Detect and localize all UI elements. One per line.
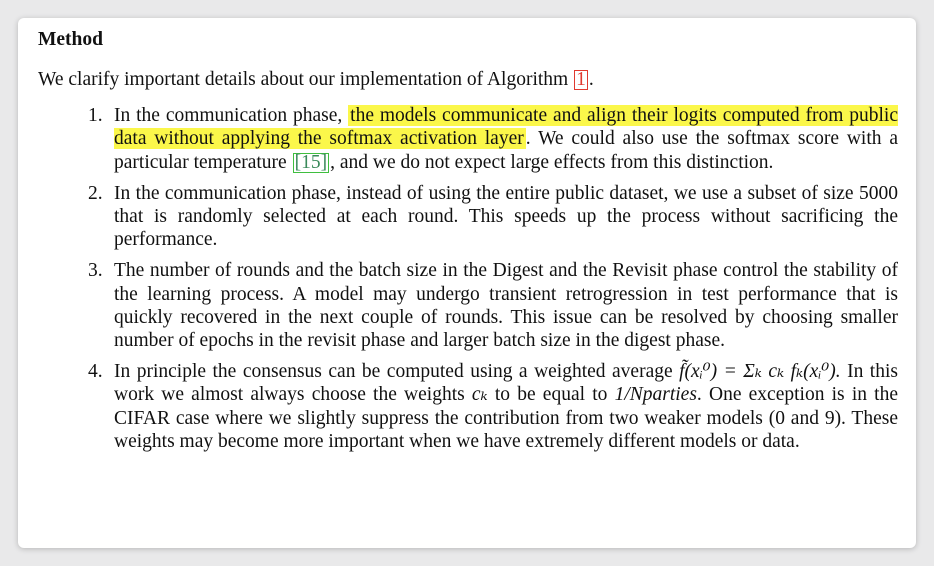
section-heading: Method (38, 29, 103, 50)
item-text: to be equal to (487, 384, 615, 406)
item-number: 2. (88, 182, 103, 204)
item-text: . We could also use the softmax score with a particular temperature (114, 128, 898, 173)
item-number: 4. (88, 361, 103, 383)
item-text: The number of rounds and the batch size in the Digest and the Revisit phase control the stability of the learning process. A model may undergo transient retrogression in test performance that is quickly recovered in the next couple of rounds. This issue can be resolved by choosing smaller number of epochs in the revisit phase and larger batch size in the digest phase. (114, 260, 898, 352)
list-item (38, 360, 898, 453)
list-item (38, 182, 898, 252)
list-item (38, 259, 898, 352)
highlighted-text[interactable]: the models communicate and align their logits computed from public data without applying the softmax activation layer (114, 105, 898, 150)
formula-parties: 1/Nparties (614, 384, 697, 406)
formula-weight: cₖ (471, 384, 488, 406)
item-text: , and we do not expect large effects from this distinction. (330, 151, 774, 173)
item-text: In this work we almost always choose the weights (114, 361, 898, 406)
item-text: In principle the consensus can be computed using a weighted average (114, 361, 680, 383)
item-text: In the communication phase, (114, 105, 349, 127)
intro-end: . (588, 69, 594, 90)
document-content (38, 26, 898, 461)
intro-paragraph (38, 68, 898, 91)
item-text: . One exception is in the CIFAR case where we slightly suppress the contribution from two weaker models (0 and 9). These weights may become more important when we have extremely different models or data. (114, 384, 899, 452)
formula-weighted-average: f̃(xᵢ⁰) = Σₖ cₖ fₖ(xᵢ⁰). (679, 361, 841, 383)
item-number: 3. (88, 260, 103, 282)
item-number: 1. (88, 105, 103, 127)
citation-link[interactable]: [15] (294, 151, 328, 173)
details-list (38, 104, 898, 453)
document-card (18, 18, 916, 548)
intro-text: We clarify important details about our implementation of Algorithm (38, 69, 574, 90)
algorithm-reference-link[interactable]: 1 (576, 69, 586, 90)
item-text: In the communication phase, instead of using the entire public dataset, we use a subset of size 5000 that is randomly selected at each round. This speeds up the process without sacrificing the performance. (114, 182, 898, 251)
list-item (38, 104, 898, 174)
